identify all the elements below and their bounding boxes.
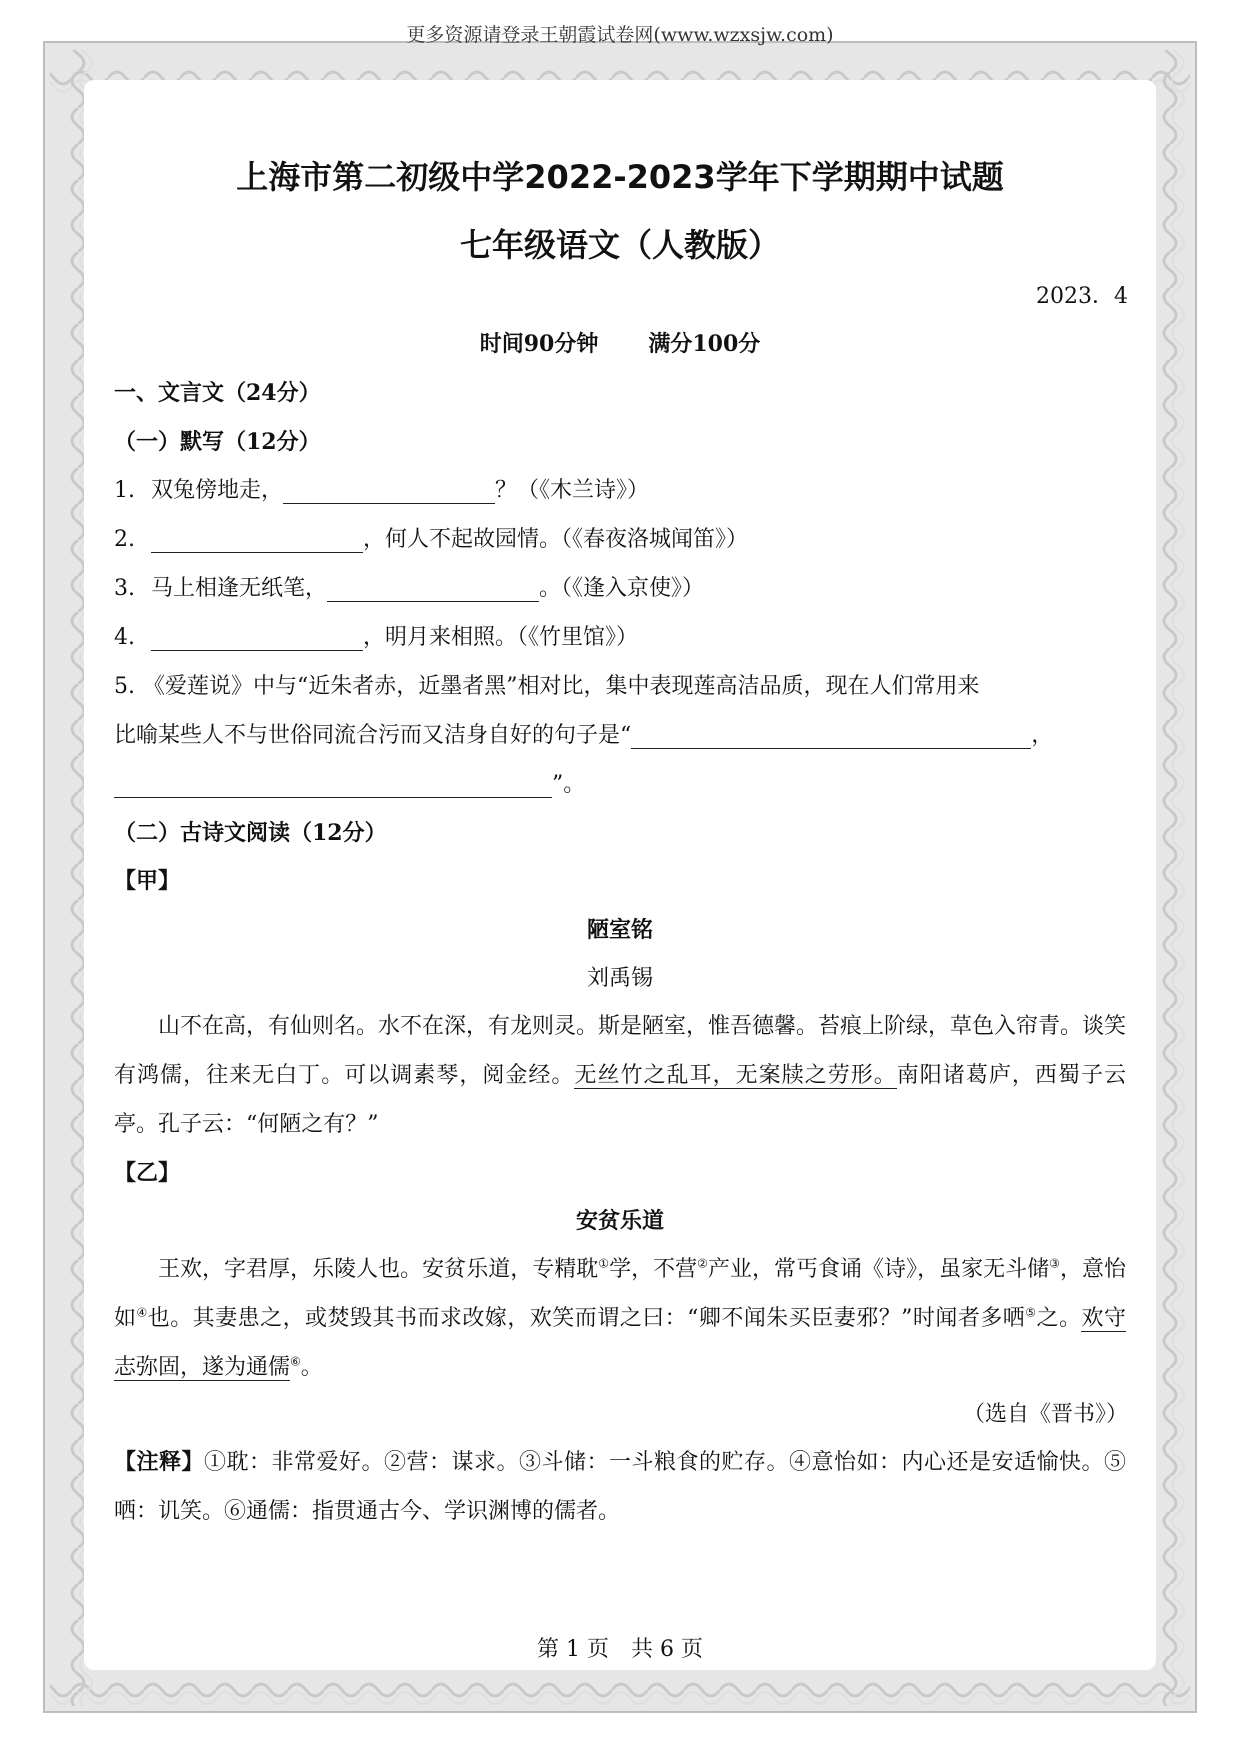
part-heading: （二）古诗文阅读（12分） <box>114 820 387 846</box>
question-4: 4. ，明月来相照。（《竹里馆》） <box>114 625 639 650</box>
time-info: 时间90分钟 <box>479 331 599 357</box>
answer-blank[interactable] <box>114 775 552 798</box>
exam-info <box>0 331 1240 357</box>
question-2: 2. ，何人不起故园情。（《春夜洛城闻笛》） <box>114 527 749 552</box>
passage-yi-text: 王欢，字君厚，乐陵人也。安贫乐道，专精耽①学，不营②产业，常丐食诵《诗》，虽家无斗储③，意怡如④也。其妻患之，或焚毁其书而求改嫁，欢笑而谓之曰：“卿不闻朱买臣妻邪？”时闻者多哂⑤之。欢守志弥固，遂为通儒⑥。 <box>114 1256 1126 1380</box>
page-footer: 第 1 页 共 6 页 <box>537 1637 703 1662</box>
page-subtitle: 七年级语文（人教版） <box>459 226 780 264</box>
score-info: 满分100分 <box>648 331 761 357</box>
answer-blank[interactable] <box>151 530 363 553</box>
section-heading: 一、文言文（24分） <box>114 380 321 406</box>
question-5-line1: 5. 《爱莲说》中与“近朱者赤，近墨者黑”相对比，集中表现莲高洁品质，现在人们常用来 <box>114 674 980 699</box>
answer-blank[interactable] <box>631 726 1031 749</box>
page-title: 上海市第二初级中学2022-2023学年下学期期中试题 <box>236 158 1004 196</box>
passage-title: 安贫乐道 <box>575 1208 664 1234</box>
passage-label-jia: 【甲】 <box>114 868 181 894</box>
passage-jia-text: 山不在高，有仙则名。水不在深，有龙则灵。斯是陋室，惟吾德馨。苔痕上阶绿，草色入帘青。谈笑有鸿儒，往来无白丁。可以调素琴，阅金经。无丝竹之乱耳，无案牍之劳形。南阳诸葛庐，西蜀子云亭。孔子云：“何陋之有？” <box>114 1014 1127 1137</box>
answer-blank[interactable] <box>151 628 363 651</box>
passage-label-yi: 【乙】 <box>114 1160 181 1186</box>
underlined-sentence: 无丝竹之乱耳，无案牍之劳形。 <box>574 1063 897 1088</box>
question-3: 3. 马上相逢无纸笔， 。（《逢入京使》） <box>114 576 705 601</box>
passage-source: （选自《晋书》） <box>962 1402 1128 1427</box>
passage-title: 陋室铭 <box>586 917 653 943</box>
exam-date: 2023．4 <box>1036 284 1128 309</box>
annotations: 【注释】①耽：非常爱好。②营：谋求。③斗储：一斗粮食的贮存。④意怡如：内心还是安适愉快。⑤哂：讥笑。⑥通儒：指贯通古今、学识渊博的儒者。 <box>114 1449 1126 1524</box>
watermark-header: 更多资源请登录王朝霞试卷网(www.wzxsjw.com) <box>406 24 834 46</box>
underlined-sentence: 欢守志弥固，遂为通儒 <box>114 1306 1126 1380</box>
question-5-line2: 比喻某些人不与世俗同流合污而又洁身自好的句子是“ ， <box>114 723 1054 748</box>
part-heading: （一）默写（12分） <box>114 429 321 455</box>
answer-blank[interactable] <box>327 579 539 602</box>
question-5-line3: ”。 <box>114 772 585 798</box>
question-1: 1. 双兔傍地走， ？（《木兰诗》） <box>114 478 650 503</box>
answer-blank[interactable] <box>283 481 495 504</box>
passage-author: 刘禹锡 <box>586 966 653 991</box>
